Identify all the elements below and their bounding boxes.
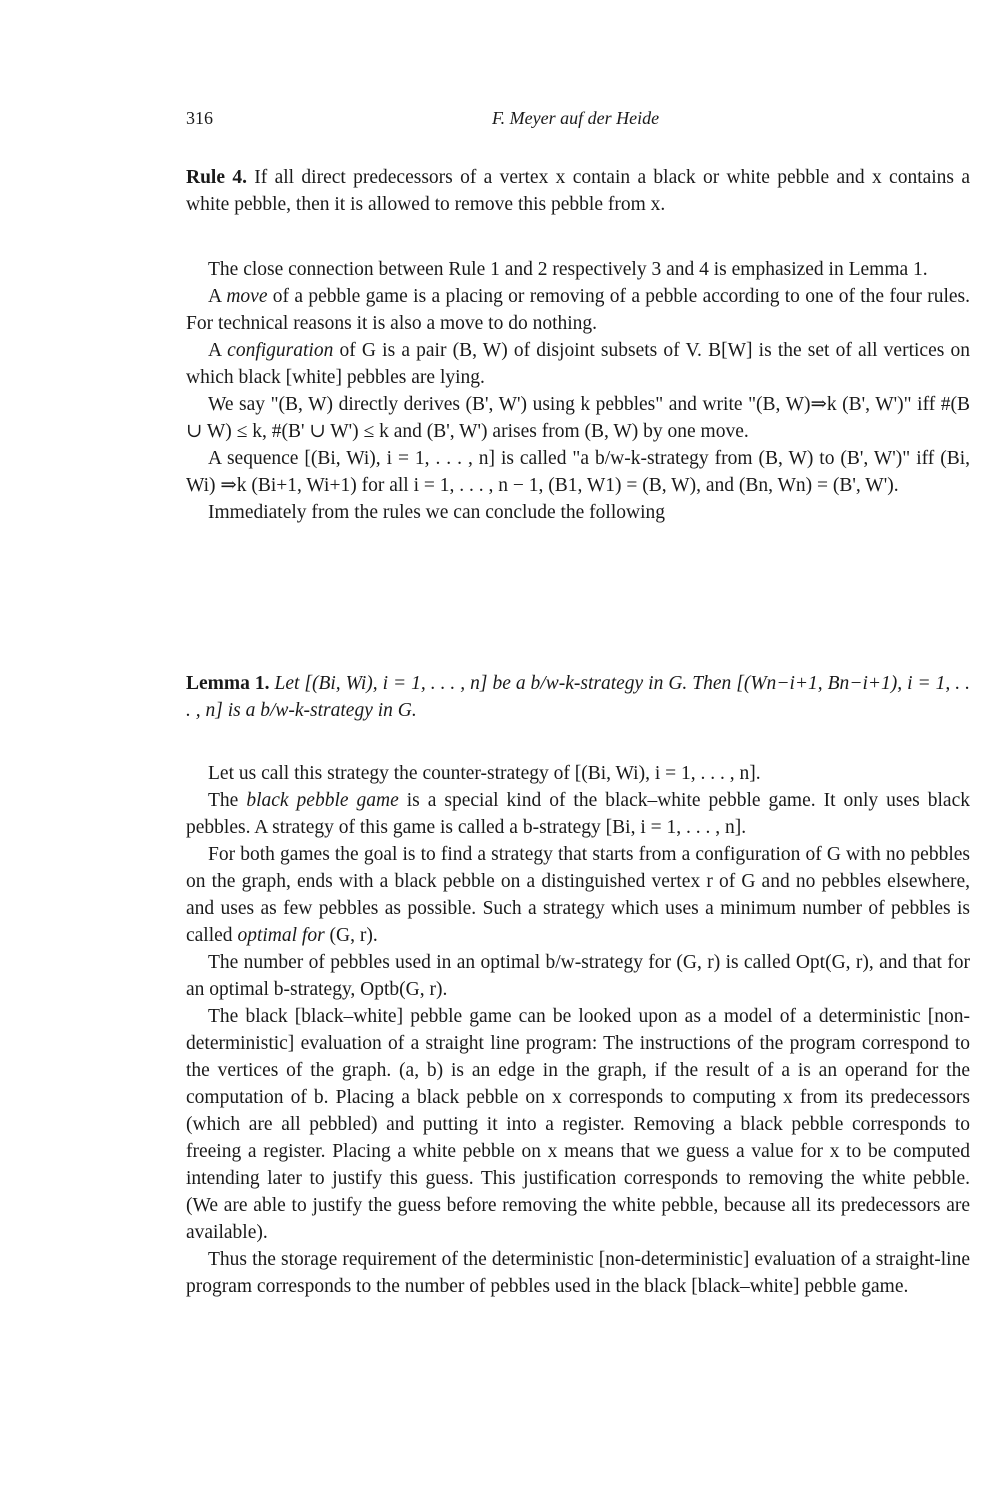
lemma-1-text: Let [(Bi, Wi), i = 1, . . . , n] be a b/w-k-strategy in G. Then [(Wn−i+1, Bn−i+1), i = 1, . . . , n] is a b/w-k-strategy in G. <box>186 673 971 721</box>
paragraph: The close connection between Rule 1 and 2 respectively 3 and 4 is emphasized in Lemma 1. <box>208 259 928 280</box>
paragraph-strategy: A sequence [(Bi, Wi), i = 1, . . . , n] is called "a b/w-k-strategy from (B, W) to (B', W')" iff (Bi, Wi) ⇒k (Bi+1, Wi+1) for all i = 1, . . . , n − 1, (B1, W1) = (B, W), and (Bn, Wn) = (B', W'). <box>186 448 970 496</box>
page-number: 316 <box>186 108 213 128</box>
rule-4 <box>186 164 970 218</box>
term-move: move <box>226 286 268 307</box>
paragraph-derives: We say "(B, W) directly derives (B', W') using k pebbles" and write "(B, W)⇒k (B', W')" iff #(B ∪ W) ≤ k, #(B' ∪ W') ≤ k and (B', W') arises from (B, W) by one move. <box>186 394 970 442</box>
term-black-pebble-game: black pebble game <box>246 790 399 811</box>
section-definitions <box>186 256 970 526</box>
paragraph-configuration: A configuration of G is a pair (B, W) of disjoint subsets of V. B[W] is the set of all vertices on which black [white] pebbles are lying. <box>186 340 970 388</box>
lemma-1-label: Lemma 1. <box>186 673 270 694</box>
paragraph-storage: Thus the storage requirement of the deterministic [non-deterministic] evaluation of a straight-line program corresponds to the number of pebbles used in the black [black–white] pebble game. <box>186 1249 970 1297</box>
term-optimal: optimal for <box>237 925 325 946</box>
section-games <box>186 760 970 1300</box>
term-configuration: configuration <box>227 340 334 361</box>
paragraph-black-pebble-game: The black pebble game is a special kind of the black–white pebble game. It only uses black pebbles. A strategy of this game is called a b-strategy [Bi, i = 1, . . . , n]. <box>186 790 970 838</box>
lemma-1 <box>186 670 970 724</box>
paragraph-goal: For both games the goal is to find a strategy that starts from a configuration of G with no pebbles on the graph, ends with a black pebble on a distinguished vertex r of G and no pebbles elsewhere, and uses as few pebbles as possible. Such a strategy which uses a minimum number of pebbles is called optimal for (G, r). <box>186 844 970 946</box>
paragraph-opt: The number of pebbles used in an optimal b/w-strategy for (G, r) is called Opt(G, r), and that for an optimal b-strategy, Optb(G, r). <box>186 952 970 1000</box>
paragraph: Let us call this strategy the counter-strategy of [(Bi, Wi), i = 1, . . . , n]. <box>208 763 761 784</box>
paragraph-move: A move of a pebble game is a placing or removing of a pebble according to one of the four rules. For technical reasons it is also a move to do nothing. <box>186 286 970 334</box>
paragraph: Immediately from the rules we can conclude the following <box>208 502 666 523</box>
paragraph-model: The black [black–white] pebble game can be looked upon as a model of a deterministic [non-deterministic] evaluation of a straight line program: The instructions of the program correspond to the vertices of the graph. (a, b) is an edge in the graph, if the result of a is an operand for the computation of b. Placing a black pebble on x corresponds to computing x from its predecessors (which are all pebbled) and putting it into a register. Removing a black pebble corresponds to freeing a register. Placing a white pebble on x means that we guess a value for x to be computed intending later to justify this guess. This justification corresponds to removing the white pebble. (We are able to justify the guess before removing the white pebble, because all its predecessors are available). <box>186 1006 970 1243</box>
rule-4-text: If all direct predecessors of a vertex x contain a black or white pebble and x contains a white pebble, then it is allowed to remove this pebble from x. <box>186 167 971 215</box>
rule-4-paragraph <box>186 164 970 218</box>
rule-4-label: Rule 4. <box>186 167 247 188</box>
lemma-1-paragraph <box>186 670 970 724</box>
running-head: F. Meyer auf der Heide <box>492 108 660 128</box>
